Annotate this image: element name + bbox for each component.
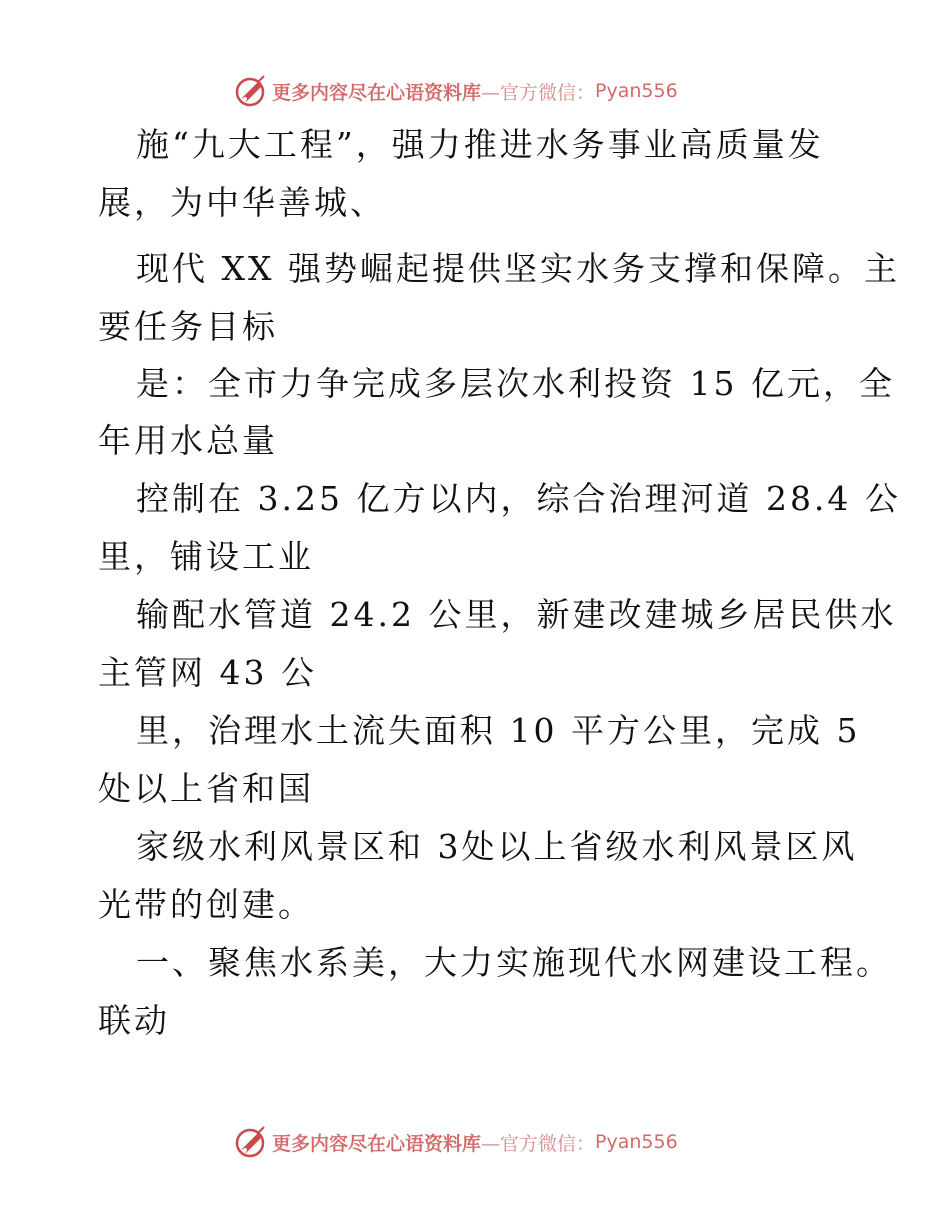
paragraph-line: 要任务目标 (98, 307, 278, 346)
paragraph-line: 施“九大工程”，强力推进水务事业高质量发 (136, 125, 824, 164)
watermark-subtext: —官方微信： (481, 81, 596, 104)
watermark-wechat-id: Pyan556 (595, 80, 678, 102)
paragraph-line: 光带的创建。 (98, 885, 314, 924)
paragraph-line: 主管网 43 公 (98, 653, 317, 692)
paragraph-line: 控制在 3.25 亿方以内，综合治理河道 28.4 公 (136, 479, 901, 518)
watermark-text: 更多内容尽在心语资料库 (272, 81, 482, 104)
paragraph-line: 年用水总量 (98, 421, 278, 460)
header-watermark (234, 74, 678, 108)
watermark-wechat-id: Pyan556 (595, 1131, 678, 1153)
footer-watermark (234, 1125, 678, 1159)
paragraph-line: 现代 XX 强势崛起提供坚实水务支撑和保障。主 (136, 249, 900, 288)
quill-seal-icon (234, 74, 268, 108)
watermark-text: 更多内容尽在心语资料库 (272, 1132, 482, 1155)
paragraph-line: 是：全市力争完成多层次水利投资 15 亿元，全 (136, 364, 895, 403)
paragraph-line: 展，为中华善城、 (98, 183, 386, 222)
paragraph-line: 里，治理水土流失面积 10 平方公里，完成 5 (136, 711, 861, 750)
quill-seal-icon (234, 1125, 268, 1159)
watermark-subtext: —官方微信： (481, 1132, 596, 1155)
paragraph-line: 联动 (98, 1001, 170, 1040)
paragraph-line: 里，铺设工业 (98, 537, 314, 576)
paragraph-line: 家级水利风景区和 3处以上省级水利风景区风 (136, 827, 858, 866)
paragraph-line: 一、聚焦水系美，大力实施现代水网建设工程。 (136, 943, 892, 982)
paragraph-line: 处以上省和国 (98, 769, 314, 808)
paragraph-line: 输配水管道 24.2 公里，新建改建城乡居民供水 (136, 595, 897, 634)
